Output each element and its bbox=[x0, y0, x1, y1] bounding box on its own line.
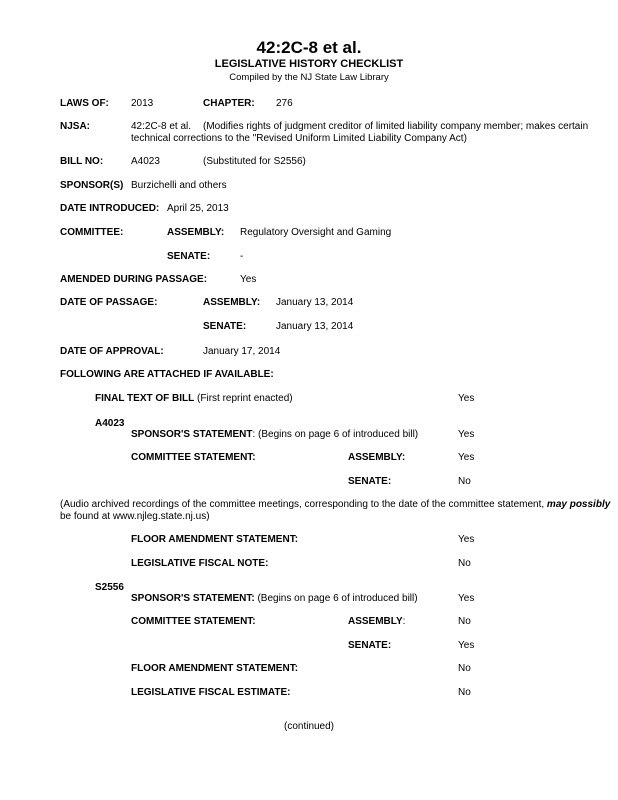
s2556-fiscal-value: No bbox=[458, 687, 471, 698]
njsa-description-line1: (Modifies rights of judgment creditor of limited liability company member; makes certain bbox=[203, 121, 589, 132]
njsa-description-line2: technical corrections to the "Revised Uniform Limited Liability Company Act) bbox=[131, 133, 467, 144]
s2556-committee-senate-label: SENATE: bbox=[348, 640, 392, 651]
audio-note-line1 bbox=[60, 499, 610, 511]
s2556-fiscal-label: LEGISLATIVE FISCAL ESTIMATE: bbox=[131, 687, 291, 698]
passage-senate-label: SENATE: bbox=[203, 321, 247, 332]
s2556-committee-assembly-label: ASSEMBLY bbox=[348, 616, 403, 627]
a4023-committee-label: COMMITTEE STATEMENT: bbox=[131, 452, 256, 463]
date-of-approval-value: January 17, 2014 bbox=[203, 346, 281, 357]
final-text-value: Yes bbox=[458, 393, 475, 404]
laws-of-value: 2013 bbox=[131, 98, 154, 109]
s2556-sponsor-label: SPONSOR'S STATEMENT: bbox=[131, 593, 255, 604]
s2556-committee-senate-value: Yes bbox=[458, 640, 475, 651]
committee-assembly-value: Regulatory Oversight and Gaming bbox=[240, 227, 392, 238]
continued-footer: (continued) bbox=[283, 721, 335, 732]
a4023-sponsor-label: SPONSOR'S STATEMENT bbox=[131, 429, 253, 440]
date-of-approval-label: DATE OF APPROVAL: bbox=[60, 346, 164, 357]
a4023-committee-assembly-label: ASSEMBLY: bbox=[348, 452, 406, 463]
s2556-floor-label: FLOOR AMENDMENT STATEMENT: bbox=[131, 663, 299, 674]
a4023-fiscal-value: No bbox=[458, 558, 471, 569]
bill-no-note: (Substituted for S2556) bbox=[203, 156, 306, 167]
s2556-bill-label: S2556 bbox=[95, 582, 124, 593]
njsa-value: 42:2C-8 et al. bbox=[131, 121, 192, 132]
laws-of-label: LAWS OF: bbox=[60, 98, 109, 109]
committee-senate-label: SENATE: bbox=[167, 251, 211, 262]
date-introduced-label: DATE INTRODUCED: bbox=[60, 203, 160, 214]
s2556-sponsor-value: Yes bbox=[458, 593, 475, 604]
committee-senate-value: - bbox=[240, 251, 244, 262]
chapter-value: 276 bbox=[276, 98, 293, 109]
amended-value: Yes bbox=[240, 274, 257, 285]
date-of-passage-label: DATE OF PASSAGE: bbox=[60, 297, 158, 308]
s2556-sponsor-note: (Begins on page 6 of introduced bill) bbox=[254, 593, 418, 604]
a4023-floor-label: FLOOR AMENDMENT STATEMENT: bbox=[131, 534, 299, 545]
sponsors-label: SPONSOR(S) bbox=[60, 180, 124, 191]
final-text-row bbox=[95, 393, 293, 405]
a4023-committee-senate-value: No bbox=[458, 476, 471, 487]
bill-no-value: A4023 bbox=[131, 156, 160, 167]
a4023-committee-assembly-value: Yes bbox=[458, 452, 475, 463]
audio-note-text: (Audio archived recordings of the committee meetings, corresponding to the date of the committee statement, bbox=[60, 499, 547, 510]
passage-assembly-label: ASSEMBLY: bbox=[203, 297, 261, 308]
final-text-label: FINAL TEXT OF BILL bbox=[95, 393, 195, 404]
passage-assembly-value: January 13, 2014 bbox=[276, 297, 354, 308]
chapter-label: CHAPTER: bbox=[203, 98, 255, 109]
a4023-floor-value: Yes bbox=[458, 534, 475, 545]
a4023-sponsor-value: Yes bbox=[458, 429, 475, 440]
s2556-sponsor-row bbox=[131, 593, 418, 605]
amended-label: AMENDED DURING PASSAGE: bbox=[60, 274, 208, 285]
document-subtitle: LEGISLATIVE HISTORY CHECKLIST bbox=[214, 58, 404, 70]
compiled-by: Compiled by the NJ State Law Library bbox=[229, 72, 389, 83]
audio-note-line2: be found at www.njleg.state.nj.us) bbox=[60, 511, 210, 522]
njsa-label: NJSA: bbox=[60, 121, 91, 132]
a4023-sponsor-note: : (Begins on page 6 of introduced bill) bbox=[252, 429, 419, 440]
a4023-sponsor-row bbox=[131, 429, 418, 441]
a4023-fiscal-label: LEGISLATIVE FISCAL NOTE: bbox=[131, 558, 269, 569]
date-introduced-value: April 25, 2013 bbox=[167, 203, 229, 214]
a4023-committee-senate-label: SENATE: bbox=[348, 476, 392, 487]
s2556-committee-assembly-row bbox=[348, 616, 405, 628]
s2556-committee-assembly-colon: : bbox=[402, 616, 406, 627]
committee-label: COMMITTEE: bbox=[60, 227, 124, 238]
passage-senate-value: January 13, 2014 bbox=[276, 321, 354, 332]
final-text-note: (First reprint enacted) bbox=[197, 393, 293, 404]
s2556-floor-value: No bbox=[458, 663, 471, 674]
bill-no-label: BILL NO: bbox=[60, 156, 104, 167]
committee-assembly-label: ASSEMBLY: bbox=[167, 227, 225, 238]
a4023-bill-label: A4023 bbox=[95, 418, 125, 429]
attached-heading: FOLLOWING ARE ATTACHED IF AVAILABLE: bbox=[60, 369, 274, 380]
s2556-committee-assembly-value: No bbox=[458, 616, 471, 627]
s2556-committee-label: COMMITTEE STATEMENT: bbox=[131, 616, 256, 627]
sponsors-value: Burzichelli and others bbox=[131, 180, 227, 191]
audio-note-emphasis: may possibly bbox=[546, 499, 611, 510]
document-title: 42:2C-8 et al. bbox=[256, 38, 362, 57]
